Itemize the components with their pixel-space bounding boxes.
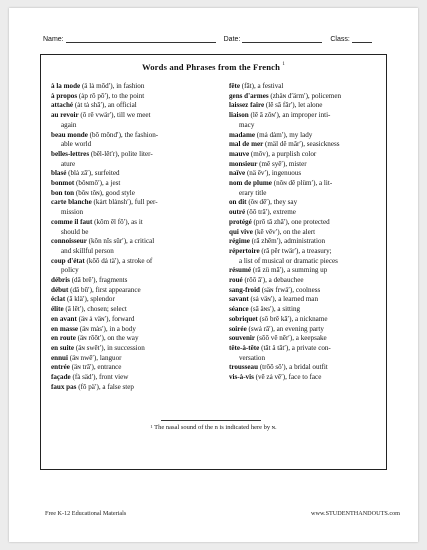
entry-term: liaison	[229, 111, 249, 120]
entry-term: tête-à-tête	[229, 343, 260, 352]
glossary-entry	[229, 82, 379, 92]
glossary-entry	[51, 305, 215, 315]
entry-definition: (kȧrt blȧnsh′), full per-	[91, 198, 158, 207]
entry-definition-continued: should be	[61, 227, 89, 236]
class-field[interactable]	[352, 35, 372, 43]
entry-definition: (sȧ väɴ′), a learned man	[248, 295, 319, 304]
right-column	[229, 82, 379, 383]
entry-definition: (bôɴ tôɴ), good style	[74, 188, 135, 197]
entry-definition: (ā klä′), splendor	[65, 295, 115, 304]
entry-term: ennui	[51, 353, 68, 362]
glossary-entry	[51, 363, 215, 373]
glossary-entry	[229, 150, 379, 160]
name-label: Name:	[43, 36, 64, 43]
entry-definition: (äɴ rōōt′), on the way	[75, 334, 139, 343]
glossary-entry	[51, 295, 215, 305]
entry-definition-continued: and skillful person	[61, 246, 114, 255]
entry-definition-continued: ature	[61, 159, 76, 168]
entry-definition: (lĕ sā fâr′), let alone	[264, 101, 323, 110]
entry-definition-continued: mission	[61, 208, 84, 217]
entry-definition: (tāt ä tāt′), a private con-	[259, 343, 331, 352]
content-box	[40, 54, 387, 470]
entry-term: qui vive	[229, 227, 253, 236]
entry-definition: (rā zü mā′), a summing up	[251, 266, 328, 275]
footnote	[41, 424, 386, 431]
entry-term: en avant	[51, 314, 77, 323]
glossary-entry	[229, 315, 379, 325]
glossary-entry	[51, 334, 215, 344]
glossary-entry	[51, 373, 215, 383]
entry-term: roué	[229, 276, 243, 285]
footnote-mark: 1	[150, 424, 153, 429]
entry-definition: (ōō trā′), extreme	[245, 208, 296, 217]
entry-definition: (kŏm ēl fō′), as it	[92, 217, 143, 226]
entry-term: gens d'armes	[229, 91, 269, 100]
glossary-entry	[51, 237, 215, 256]
glossary-entry	[229, 344, 379, 363]
entry-definition-continued: macy	[239, 120, 255, 129]
entry-definition: (kē vēv′), on the alert	[252, 227, 316, 236]
glossary-entry	[229, 363, 379, 373]
glossary-entry	[229, 101, 379, 111]
entry-definition: (trōō sō′), a bridal outfit	[258, 363, 328, 372]
entry-term: en masse	[51, 324, 78, 333]
glossary-entry	[229, 198, 379, 208]
entry-term: mauve	[229, 149, 250, 158]
entry-definition: (ā lēt′), chosen; select	[63, 305, 127, 314]
entry-term: connoisseur	[51, 237, 87, 246]
entry-term: entrée	[51, 363, 70, 372]
name-field[interactable]	[66, 35, 216, 43]
entry-term: en route	[51, 334, 76, 343]
glossary-entry	[229, 295, 379, 305]
glossary-entry	[51, 131, 215, 150]
glossary-entry	[51, 286, 215, 296]
entry-definition: (lē ā zôɴ′), an improper inti-	[248, 111, 331, 120]
entry-definition: (dā bū′), first appearance	[68, 285, 141, 294]
entry-term: bonmot	[51, 179, 75, 188]
entry-term: façade	[51, 373, 71, 382]
glossary-entry	[51, 82, 215, 92]
entry-term: belles-lettres	[51, 149, 90, 158]
entry-definition: (dā brē′), fragments	[69, 276, 128, 285]
entry-definition: (ō rẽ vwär′), till we meet	[78, 111, 151, 120]
entry-definition: (ôɴ dē′), they say	[246, 198, 298, 207]
entry-definition: (prō tā zhā′), one protected	[251, 217, 330, 226]
entry-term: beau monde	[51, 130, 88, 139]
entry-term: éclat	[51, 295, 66, 304]
entry-term: vis-à-vis	[229, 373, 254, 382]
glossary-entry	[229, 169, 379, 179]
entry-term: résumé	[229, 266, 252, 275]
glossary-entry	[51, 111, 215, 130]
glossary-entry	[229, 111, 379, 130]
glossary-entry	[51, 344, 215, 354]
glossary-entry	[229, 373, 379, 383]
glossary-entry	[51, 218, 215, 237]
entry-definition: (nä ēv′), ingenuous	[245, 169, 302, 178]
class-label: Class:	[330, 36, 350, 43]
entry-term: naïve	[229, 169, 246, 178]
entry-term: outré	[229, 208, 246, 217]
entry-term: laissez faire	[229, 101, 265, 110]
glossary-entry	[229, 218, 379, 228]
entry-term: carte blanche	[51, 198, 92, 207]
glossary-entry	[51, 150, 215, 169]
entry-definition: (nôɴ dẽ plüm′), a lit-	[271, 179, 333, 188]
glossary-entry	[51, 189, 215, 199]
entry-definition: (äɴ ȧ väɴ′), forward	[76, 314, 135, 323]
glossary-entry	[229, 276, 379, 286]
entry-term: savant	[229, 295, 249, 304]
entry-definition: (ȧt tȧ shā′), an official	[73, 101, 137, 110]
glossary-entry	[51, 198, 215, 217]
glossary-entry	[51, 169, 215, 179]
entry-definition: (vē zȧ vē′), face to face	[253, 373, 322, 382]
glossary-entry	[229, 228, 379, 238]
entry-term: séance	[229, 305, 249, 314]
entry-definition: (rā pĕr twär′), a treasury;	[259, 246, 332, 255]
entry-definition-continued: erary title	[239, 188, 267, 197]
footnote-text: The nasal sound of the n is indicated here by ɴ.	[154, 424, 277, 431]
entry-definition: (äɴ mȧs′), in a body	[78, 324, 136, 333]
entry-definition-continued: again	[61, 120, 77, 129]
entry-definition-continued: a list of musical or dramatic pieces	[239, 256, 338, 265]
glossary-entry	[51, 354, 215, 364]
entry-term: répertoire	[229, 246, 260, 255]
glossary-entry	[229, 247, 379, 266]
entry-term: régime	[229, 237, 250, 246]
glossary-entry	[229, 266, 379, 276]
entry-definition: (fȧ säd′), front view	[70, 373, 129, 382]
glossary-entry	[229, 179, 379, 198]
glossary-entry	[229, 325, 379, 335]
entry-definition: (fāt), a festival	[240, 82, 284, 90]
entry-term: fête	[229, 82, 241, 90]
entry-definition: (sō brē kā′), a nickname	[257, 314, 328, 323]
glossary-entry	[229, 286, 379, 296]
entry-term: on dit	[229, 198, 247, 207]
entry-term: monsieur	[229, 159, 258, 168]
page-title	[41, 62, 386, 72]
title-text: Words and Phrases from the French	[141, 62, 281, 72]
glossary-entry	[51, 276, 215, 286]
entry-term: comme il faut	[51, 217, 93, 226]
entry-term: faux pas	[51, 382, 77, 391]
entry-term: à la mode	[51, 82, 81, 90]
glossary-entry	[229, 334, 379, 344]
entry-definition: (bō mônd′), the fashion-	[87, 130, 159, 139]
glossary-entry	[51, 315, 215, 325]
entry-definition: (bĕl-lĕt′r), polite liter-	[89, 149, 153, 158]
entry-term: débris	[51, 276, 70, 285]
entry-term: souvenir	[229, 334, 256, 343]
entry-term: à propos	[51, 91, 78, 100]
entry-term: coup d'état	[51, 256, 85, 265]
left-column	[51, 82, 215, 393]
entry-term: début	[51, 285, 69, 294]
glossary-entry	[229, 131, 379, 141]
entry-term: en suite	[51, 343, 75, 352]
worksheet-page	[9, 8, 418, 542]
entry-definition-continued: able world	[61, 140, 92, 149]
glossary-entry	[229, 140, 379, 150]
entry-term: au revoir	[51, 111, 79, 120]
entry-definition: (blȧ zā′), surfeited	[66, 169, 120, 178]
entry-term: blasé	[51, 169, 67, 178]
glossary-entry	[51, 92, 215, 102]
entry-term: sang-froid	[229, 285, 261, 294]
entry-definition: (äɴ nwē′), languor	[67, 353, 122, 362]
entry-definition: (äɴ trā′), entrance	[69, 363, 122, 372]
entry-definition: (rōō ā′), a debauchee	[242, 276, 304, 285]
glossary-entry	[229, 160, 379, 170]
footer-website[interactable]: www.STUDENTHANDOUTS.com	[311, 510, 400, 517]
entry-term: élite	[51, 305, 64, 314]
entry-term: mal de mer	[229, 140, 264, 149]
entry-definition: (zhäɴ d′ärm′), policemen	[268, 91, 342, 100]
entry-definition: (sā äɴs′), a sitting	[248, 305, 301, 314]
entry-definition: (mōv), a purplish color	[249, 149, 317, 158]
glossary-entry	[51, 179, 215, 189]
entry-definition: (kōō dȧ tä′), a stroke of	[84, 256, 153, 265]
glossary-entry	[51, 257, 215, 276]
title-footnote-mark: 1	[282, 62, 286, 67]
entry-definition: (mẽ syẽ′), mister	[257, 159, 307, 168]
entry-term: protégé	[229, 217, 252, 226]
entry-definition: (fō pä′), a false step	[76, 382, 134, 391]
entry-definition: (ä lȧ mōd′), in fashion	[80, 82, 145, 90]
entry-definition: (sōō vẽ nēr′), a keepsake	[255, 334, 327, 343]
entry-definition: (kŏn nĭs sûr′), a critical	[86, 237, 155, 246]
entry-definition: (äɴ swēt′), in succession	[74, 343, 145, 352]
page-footer	[45, 510, 400, 517]
date-field[interactable]	[242, 35, 322, 43]
glossary-entry	[229, 92, 379, 102]
entry-definition: (mäl dẽ mâr′), seasickness	[263, 140, 340, 149]
glossary-entry	[51, 325, 215, 335]
date-label: Date:	[223, 36, 241, 43]
glossary-entry	[229, 208, 379, 218]
entry-term: attaché	[51, 101, 74, 110]
entry-definition: (säɴ frwä′), coolness	[260, 285, 321, 294]
glossary-entry	[229, 305, 379, 315]
entry-term: soirée	[229, 324, 247, 333]
glossary-entry	[51, 101, 215, 111]
entry-definition: (bôɴmō′), a jest	[74, 179, 121, 188]
footer-left-text: Free K-12 Educational Materials	[45, 510, 127, 517]
entry-term: nom de plume	[229, 179, 272, 188]
footnote-divider	[161, 420, 261, 421]
entry-definition: (rā zhēm′), administration	[249, 237, 326, 246]
entry-definition-continued: versation	[239, 353, 266, 362]
entry-term: bon ton	[51, 188, 75, 197]
entry-term: trousseau	[229, 363, 259, 372]
entry-definition-continued: policy	[61, 266, 79, 275]
student-info-header	[43, 33, 408, 43]
glossary-entry	[229, 237, 379, 247]
glossary-entry	[51, 383, 215, 393]
entry-definition: (ȧp rō pō′), to the point	[77, 91, 145, 100]
entry-term: madame	[229, 130, 256, 139]
entry-definition: (mȧ dȧm′), my lady	[255, 130, 313, 139]
entry-definition: (swȧ rā′), an evening party	[246, 324, 324, 333]
entry-term: sobriquet	[229, 314, 258, 323]
